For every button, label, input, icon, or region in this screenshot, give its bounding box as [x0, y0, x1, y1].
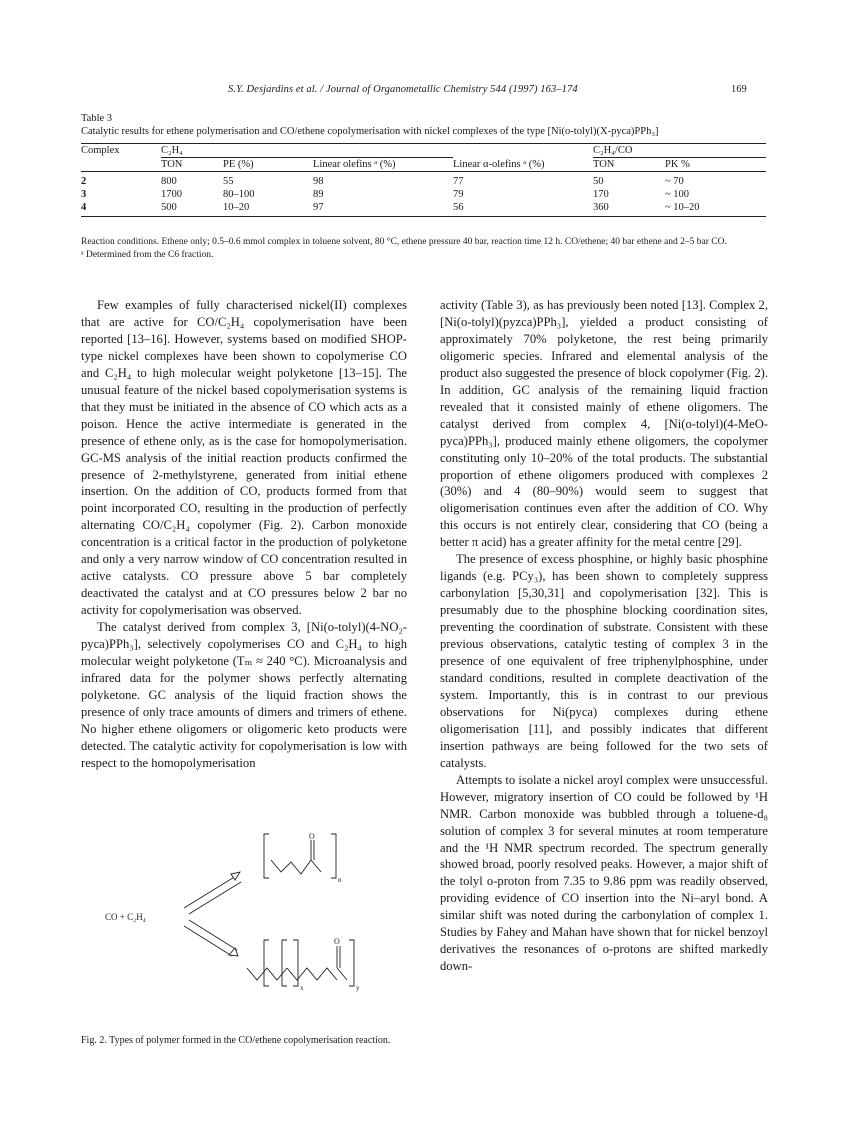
col-ton-co: TON [593, 158, 665, 172]
cell-pk: ~ 10–20 [665, 201, 766, 217]
results-table [81, 143, 766, 217]
table-notes [81, 236, 771, 262]
running-header: S.Y. Desjardins et al. / Journal of Organometallic Chemistry 544 (1997) 163–174 [228, 84, 578, 95]
col-pk: PK % [665, 158, 766, 172]
cell-ton: 1700 [161, 189, 182, 200]
cell-ton: 800 [161, 176, 177, 187]
paragraph: activity (Table 3), as has previously been noted [13]. Complex 2, [Ni(o-tolyl)(pyzca)PPh₃], yielded a product consisting of approximately 70% polyketone, the rest being primarily oligomeric species. Infrared and elemental analysis of the product also suggested the presence of block copolymer (Fig. 2). In addition, GC analysis of the remaining liquid fraction revealed that it consisted mainly of ethene oligomers. The catalyst derived from complex 4, [Ni(o-tolyl)(4-MeO-pyca)PPh₃], produced mainly ethene oligomers, the copolymer constituting only 10–20% of the total products. The substantial proportion of ethene oligomers produced with complexes 2 (30%) and 4 (80–90%) would seem to suggest that oligomerisation continues even after the addition of CO. Why this occurs is not entirely clear, considering that CO (being a better π acid) has a greater affinity for the metal centre [29]. [440, 298, 768, 550]
header-complex: Complex [81, 144, 161, 158]
cell-pe: 10–20 [223, 201, 313, 217]
col-pe: PE (%) [223, 158, 313, 172]
table-label: Table 3 [81, 113, 113, 124]
repeat-label-n: n [338, 876, 342, 884]
oxygen-label-bottom: O [334, 937, 340, 946]
left-column [81, 297, 407, 772]
footnote-a: ᵃ Determined from the C6 fraction. [81, 250, 214, 260]
cell-linear-olefins: 89 [313, 189, 324, 200]
cell-complex: 2 [81, 176, 87, 187]
cell-linear-olefins: 98 [313, 176, 324, 187]
alternating-polyketone-structure [264, 834, 336, 878]
cell-ton-co: 170 [593, 189, 609, 200]
table-group-header-row [81, 144, 766, 158]
page-number: 169 [731, 84, 747, 95]
reaction-arrows [184, 872, 241, 956]
cell-ton-co: 50 [593, 176, 604, 187]
repeat-label-x: x [300, 984, 304, 992]
cell-ton-co: 360 [593, 201, 665, 217]
paragraph: The presence of excess phosphine, or highly basic phosphine ligands (e.g. PCy₃), has been shown to completely suppress carbonylation [5,30,31] and copolymerisation [32]. This is presumably due to the phosphine blocking coordination sites, preventing the coordination of substrate. Consistent with these previous observations, catalytic testing of complex 3 in the presence of one equivalent of free triphenylphosphine, under standard conditions, resulted in complete deactivation of the system. Importantly, this is in contrast to our previous observations for Ni(pyca) complexes during ethene oligomerisation [11], and possibly indicates that different insertion pathways are being followed for the two sets of catalysts. [440, 552, 768, 770]
copolymer-scheme [81, 822, 411, 1027]
cell-linear-alpha: 77 [453, 176, 464, 187]
paragraph: The catalyst derived from complex 3, [Ni(o-tolyl)(4-NO₂-pyca)PPh₃], selectively copolymerises CO and C₂H₄ to high molecular weight polyketone (Tₘ ≈ 240 °C). Microanalysis and infrared data for the polymer shows perfectly alternating polyketone. GC analysis of the liquid fraction shows the presence of only trace amounts of dimers and trimers of ethene. No higher ethene oligomers or oligomeric keto products were detected. The catalytic activity for copolymerisation is low with respect to the homopolymerisation [81, 620, 407, 770]
repeat-label-y: y [356, 984, 360, 992]
cell-pe: 55 [223, 176, 234, 187]
cell-linear-alpha: 79 [453, 189, 464, 200]
cell-pk: ~ 100 [665, 189, 690, 200]
figure-caption: Fig. 2. Types of polymer formed in the CO/ethene copolymerisation reaction. [81, 1035, 391, 1046]
cell-pk: ~ 70 [665, 176, 684, 187]
col-linear-alpha-olefins: Linear α-olefins ᵃ (%) [453, 158, 593, 172]
cell-linear-alpha: 56 [453, 201, 593, 217]
cell-complex: 4 [81, 201, 161, 217]
header-c2h4: C₂H₄ [161, 144, 223, 158]
table-row [81, 172, 766, 189]
paragraph: Few examples of fully characterised nickel(II) complexes that are active for CO/C₂H₄ copolymerisation have been reported [13–16]. However, systems based on modified SHOP-type nickel complexes have been shown to copolymerise CO and C₂H₄ to high molecular weight polyketone [13–15]. The unusual feature of the nickel based copolymerisation systems is that they must be initiated in the absence of CO which acts as a poison. Hence the active intermediate is generated in the presence of ethene only, as is the case for homopolymerisation. GC-MS analysis of the initial reaction products confirmed the presence of 2-methylstyrene, generated from initial ethene insertion. On the addition of CO, products formed from that point incorporated CO, resulting in the production of perfectly alternating CO/C₂H₄ copolymer (Fig. 2). Carbon monoxide concentration is a critical factor in the production of polyketone and only a very narrow window of CO concentration resulted in active catalysts. CO pressure above 5 bar completely deactivated the catalyst and at CO pressures below 2 bar no activity for copolymerisation was observed. [81, 298, 407, 618]
oxygen-label-top: O [309, 832, 315, 841]
table-caption: Catalytic results for ethene polymerisation and CO/ethene copolymerisation with nickel complexes of the type [Ni(o-tolyl)(X-pyca)PPh₃] [81, 126, 659, 137]
header-c2h4-co: C₂H₄/CO [593, 144, 665, 158]
table-column-header-row [81, 158, 766, 172]
table-row [81, 188, 766, 201]
cell-complex: 3 [81, 189, 87, 200]
reaction-conditions-note: Reaction conditions. Ethene only; 0.5–0.6 mmol complex in toluene solvent, 80 °C, ethene pressure 40 bar, reaction time 12 h. CO/ethene; 40 bar ethene and 2–5 bar CO. [81, 237, 727, 247]
col-linear-olefins: Linear olefins ᵃ (%) [313, 158, 453, 172]
block-copolymer-structure [247, 940, 354, 986]
cell-pe: 80–100 [223, 189, 255, 200]
cell-linear-olefins: 97 [313, 201, 453, 217]
table-row [81, 201, 766, 217]
cell-ton: 500 [161, 201, 223, 217]
col-ton: TON [161, 158, 223, 172]
paragraph: Attempts to isolate a nickel aroyl complex were unsuccessful. However, migratory insertion of CO could be followed by ¹H NMR. Carbon monoxide was bubbled through a toluene-d₈ solution of complex 3 for several minutes at room temperature and the ¹H NMR spectrum recorded. The spectrum generally showed broad, poorly resolved peaks. However, a major shift of the tolyl o-proton from 7.35 to 9.86 ppm was readily observed, providing evidence of CO insertion into the Ni–aryl bond. A similar shift was noted during the carbonylation of complex 1. Studies by Fahey and Mahan have shown that for nickel benzoyl derivatives the resonances of o-protons are shifted markedly down- [440, 772, 768, 974]
right-column [440, 297, 768, 975]
reactants-label: CO + C₂H₄ [105, 912, 146, 922]
